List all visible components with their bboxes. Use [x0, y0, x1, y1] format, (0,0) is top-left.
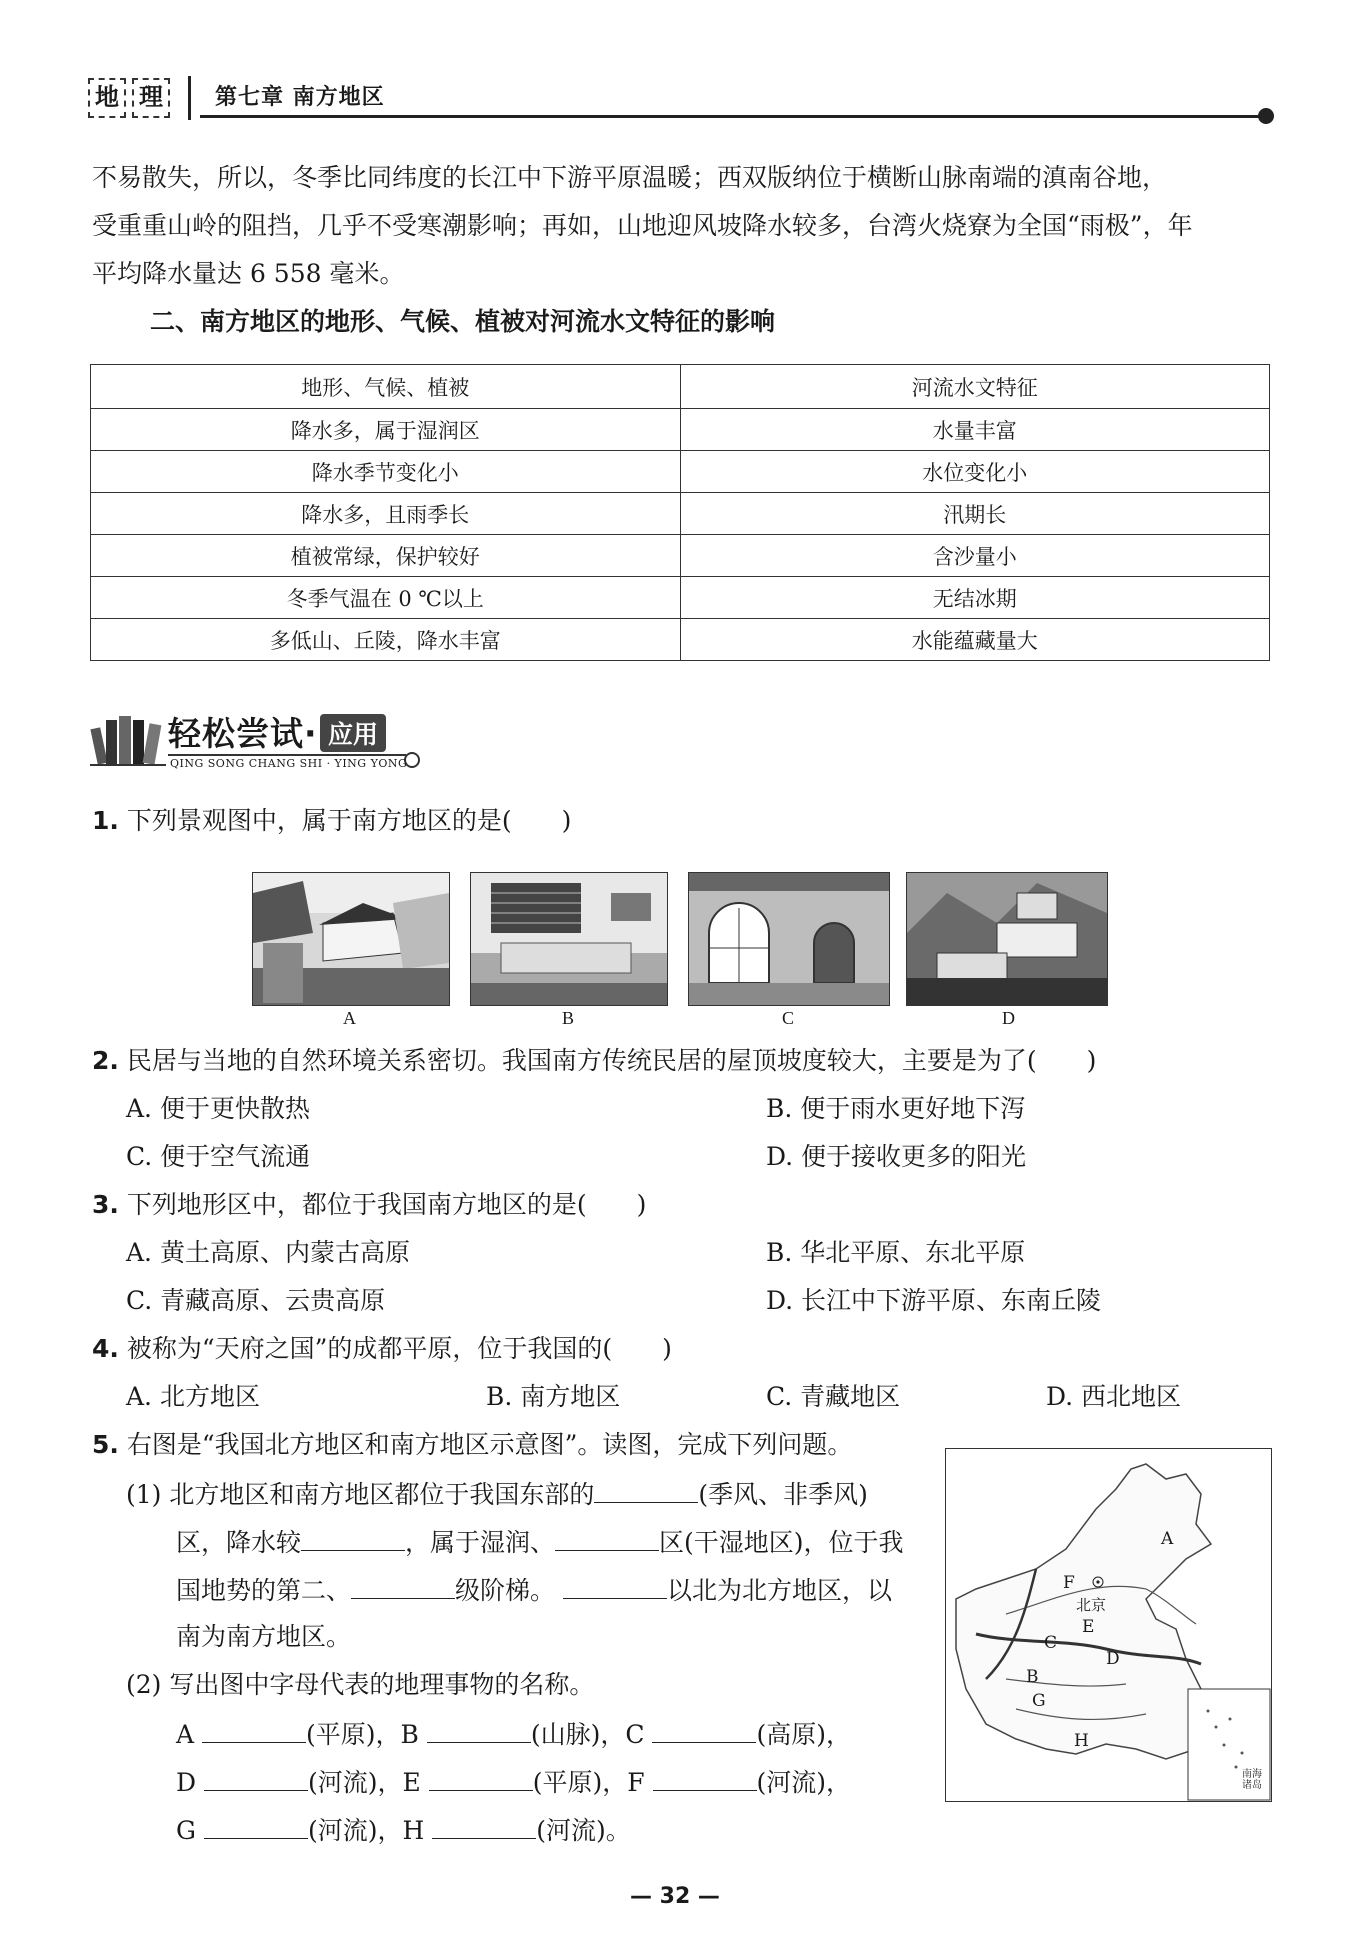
table-row: [91, 577, 1270, 619]
books-icon: [90, 706, 166, 768]
question-text: 右图是“我国北方地区和南方地区示意图”。读图，完成下列问题。: [118, 1430, 853, 1459]
map-label-d: D: [1106, 1649, 1120, 1669]
q2-option-b[interactable]: B. 便于雨水更好地下泻: [766, 1094, 1026, 1123]
intro-line-1: 不易散失，所以，冬季比同纬度的长江中下游平原温暖；西双版纳位于横断山脉南端的滇南谷地，: [92, 163, 1168, 192]
question-number: 2.: [92, 1046, 119, 1075]
hydrology-table: [90, 364, 1270, 661]
section-title: 二、南方地区的地形、气候、植被对河流水文特征的影响: [150, 307, 776, 336]
table-header-cell: 河流水文特征: [680, 365, 1270, 409]
q3-option-b[interactable]: B. 华北平原、东北平原: [766, 1238, 1026, 1267]
subject-label: [88, 78, 170, 116]
photo-b-cave-room: [470, 872, 668, 1006]
question-5: [92, 1428, 852, 1462]
q2-option-d[interactable]: D. 便于接收更多的阳光: [766, 1142, 1027, 1171]
table-row: [91, 451, 1270, 493]
answer-blank[interactable]: [427, 1716, 531, 1743]
q5-answer-row-2: [176, 1764, 851, 1800]
table-cell: 汛期长: [680, 493, 1270, 535]
q2-option-a[interactable]: A. 便于更快散热: [126, 1094, 310, 1123]
photo-d-mountain-village: [906, 872, 1108, 1006]
question-number: 4.: [92, 1334, 119, 1363]
header-rule-dot: [1258, 108, 1274, 124]
text: (1) 北方地区和南方地区都位于我国东部的: [126, 1480, 595, 1509]
table-cell: 降水季节变化小: [91, 451, 681, 493]
photo-a-water-town: [252, 872, 450, 1006]
north-south-map: [945, 1448, 1272, 1802]
table-header-row: [91, 365, 1270, 409]
question-number: 5.: [92, 1430, 119, 1459]
map-label-e: E: [1082, 1617, 1095, 1637]
map-label-h: H: [1074, 1731, 1089, 1751]
q5-answer-row-1: [176, 1716, 851, 1752]
question-1: [92, 804, 571, 838]
map-inset-label: [1242, 1769, 1262, 1791]
china-map-drawing: [946, 1449, 1271, 1801]
question-4: [92, 1332, 672, 1366]
text: (河流)，: [756, 1768, 852, 1797]
photo-b-image: [471, 873, 667, 1005]
map-label-a: A: [1161, 1529, 1174, 1549]
question-text: 下列地形区中，都位于我国南方地区的是( ): [118, 1190, 647, 1219]
question-2: [92, 1044, 1096, 1078]
question-number: 1.: [92, 806, 119, 835]
header-separator: [188, 76, 191, 120]
text: 国地势的第二、: [176, 1576, 352, 1605]
photo-label-a: A: [343, 1008, 356, 1028]
practice-badge: 应用: [320, 714, 386, 752]
table-cell: 降水多，属于湿润区: [91, 409, 681, 451]
map-label-b: B: [1026, 1667, 1039, 1687]
subject-char-2: 理: [132, 78, 170, 118]
intro-line-3: 平均降水量达 6 558 毫米。: [92, 259, 405, 288]
text: (河流)。: [536, 1816, 631, 1845]
table-row: [91, 409, 1270, 451]
answer-blank[interactable]: [301, 1524, 405, 1551]
question-text: 民居与当地的自然环境关系密切。我国南方传统民居的屋顶坡度较大，主要是为了( ): [118, 1046, 1097, 1075]
table-cell: 植被常绿，保护较好: [91, 535, 681, 577]
q5-part1-line3: [176, 1572, 892, 1608]
table-cell: 冬季气温在 0 ℃以上: [91, 577, 681, 619]
text: (河流)，E: [308, 1768, 421, 1797]
answer-blank[interactable]: [653, 1764, 757, 1791]
text: ，属于湿润、: [405, 1528, 556, 1557]
header-rule: [200, 115, 1260, 118]
answer-blank[interactable]: [432, 1812, 536, 1839]
map-label-f: F: [1063, 1573, 1075, 1593]
table-cell: 降水多，且雨季长: [91, 493, 681, 535]
text: 区(干湿地区)，位于我: [659, 1528, 904, 1557]
table-row: [91, 535, 1270, 577]
text: (平原)，F: [532, 1768, 645, 1797]
table-cell: 无结冰期: [680, 577, 1270, 619]
question-text: 被称为“天府之国”的成都平原，位于我国的( ): [118, 1334, 672, 1363]
text: (山脉)，C: [530, 1720, 645, 1749]
table-cell: 水量丰富: [680, 409, 1270, 451]
q3-option-a[interactable]: A. 黄土高原、内蒙古高原: [126, 1238, 410, 1267]
q5-part2: (2) 写出图中字母代表的地理事物的名称。: [126, 1670, 595, 1699]
practice-underline: [168, 754, 406, 756]
text: G: [176, 1816, 196, 1845]
photo-label-d: D: [1002, 1008, 1015, 1028]
text: A: [176, 1720, 195, 1749]
photo-label-b: B: [562, 1008, 575, 1028]
answer-blank[interactable]: [351, 1572, 455, 1599]
q2-option-c[interactable]: C. 便于空气流通: [126, 1142, 311, 1171]
inset-label-line: 南海: [1242, 1769, 1262, 1780]
question-number: 3.: [92, 1190, 119, 1219]
photo-d-image: [907, 873, 1107, 1005]
page-number: — 32 —: [630, 1884, 720, 1909]
table-header-cell: 地形、气候、植被: [91, 365, 681, 409]
chapter-title: 第七章 南方地区: [215, 84, 385, 110]
table-row: [91, 619, 1270, 661]
q5-part1-line1: [126, 1476, 868, 1512]
photo-c-image: [689, 873, 889, 1005]
answer-blank[interactable]: [202, 1716, 306, 1743]
practice-subtitle: QING SONG CHANG SHI · YING YONG: [170, 757, 408, 770]
q4-option-d[interactable]: D. 西北地区: [1046, 1382, 1182, 1411]
table-cell: 水位变化小: [680, 451, 1270, 493]
answer-blank[interactable]: [204, 1812, 308, 1839]
q4-option-b[interactable]: B. 南方地区: [486, 1382, 621, 1411]
map-label-beijing: 北京: [1076, 1596, 1107, 1614]
inset-label-line: 诸岛: [1242, 1780, 1262, 1791]
q4-option-c[interactable]: C. 青藏地区: [766, 1382, 901, 1411]
answer-blank[interactable]: [429, 1764, 533, 1791]
text: 级阶梯。: [455, 1576, 556, 1605]
question-text: 下列景观图中，属于南方地区的是( ): [118, 806, 572, 835]
text: (高原)，: [756, 1720, 851, 1749]
text: D: [176, 1768, 197, 1797]
practice-title: 轻松尝试·: [168, 714, 318, 753]
map-label-c: C: [1044, 1633, 1058, 1653]
q4-option-a[interactable]: A. 北方地区: [126, 1382, 260, 1411]
question-3: [92, 1188, 646, 1222]
subject-char-1: 地: [88, 78, 126, 118]
table-cell: 多低山、丘陵，降水丰富: [91, 619, 681, 661]
answer-blank[interactable]: [555, 1524, 659, 1551]
photo-a-image: [253, 873, 449, 1005]
text: 以北为北方地区，以: [666, 1576, 892, 1605]
photo-c-yaodong: [688, 872, 890, 1006]
q5-part1-line2: [176, 1524, 904, 1560]
q3-option-d[interactable]: D. 长江中下游平原、东南丘陵: [766, 1286, 1102, 1315]
answer-blank[interactable]: [652, 1716, 756, 1743]
map-label-g: G: [1032, 1691, 1046, 1711]
text: 区，降水较: [176, 1528, 302, 1557]
answer-blank[interactable]: [563, 1572, 667, 1599]
q5-answer-row-3: [176, 1812, 631, 1848]
q5-part1-line4: 南为南方地区。: [176, 1622, 352, 1651]
answer-blank[interactable]: [204, 1764, 308, 1791]
table-cell: 含沙量小: [680, 535, 1270, 577]
table-cell: 水能蕴藏量大: [680, 619, 1270, 661]
q3-option-c[interactable]: C. 青藏高原、云贵高原: [126, 1286, 386, 1315]
answer-blank[interactable]: [594, 1476, 698, 1503]
photo-label-c: C: [782, 1008, 795, 1028]
intro-line-2: 受重重山岭的阻挡，几乎不受寒潮影响；再如，山地迎风坡降水较多，台湾火烧寮为全国“雨极”，年: [92, 211, 1193, 240]
table-row: [91, 493, 1270, 535]
text: (季风、非季风): [698, 1480, 868, 1509]
text: (河流)，H: [307, 1816, 425, 1845]
text: (平原)，B: [306, 1720, 419, 1749]
